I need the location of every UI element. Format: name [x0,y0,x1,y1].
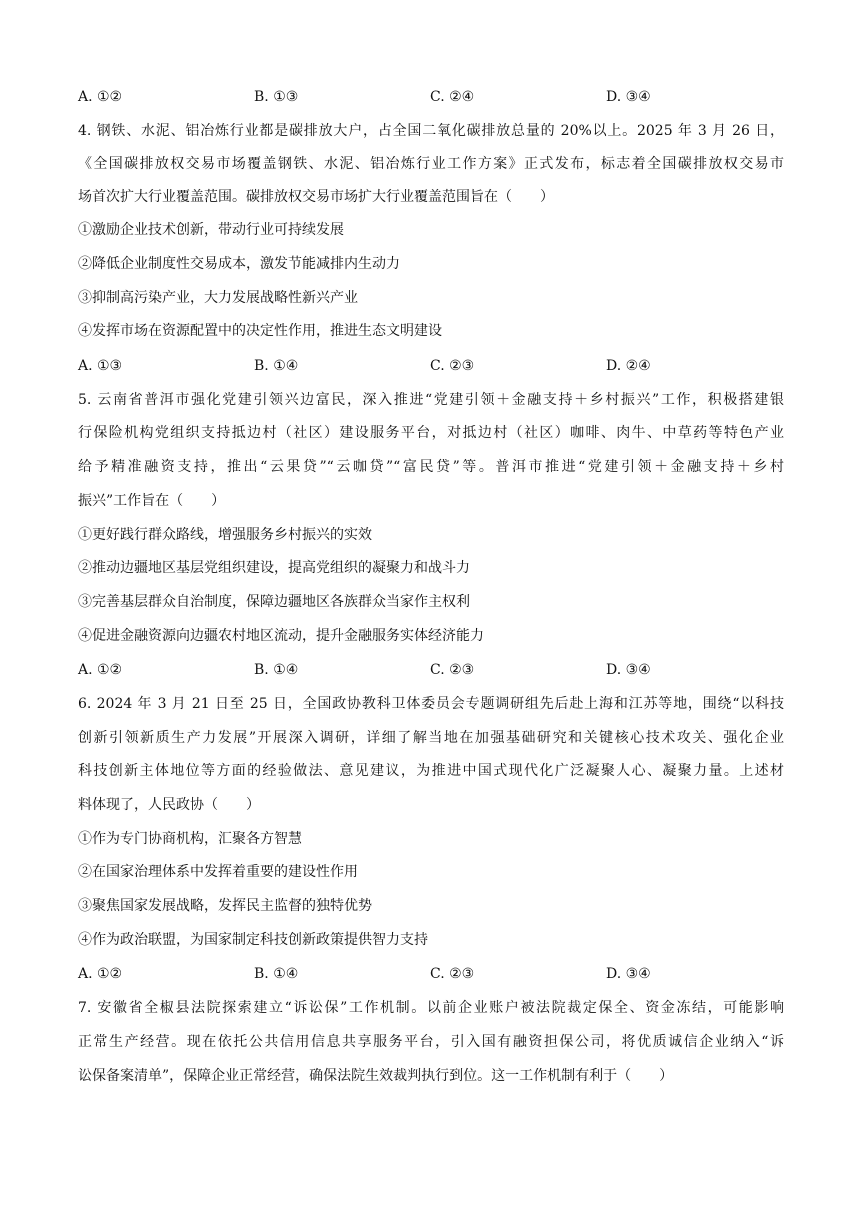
q5-options [0,659,860,681]
q5-statement-1: ①更好践行群众路线，增强服务乡村振兴的实效 [78,527,372,543]
q4-stem-line: 场首次扩大行业覆盖范围。碳排放权交易市场扩大行业覆盖范围旨在（ ） [78,189,554,205]
q5-option-c: C. ②③ [430,662,475,678]
q5-statement-4: ④促进金融资源向边疆农村地区流动，提升金融服务实体经济能力 [78,628,484,644]
q4-stem-line: 4. 钢铁、水泥、铝冶炼行业都是碳排放大户，占全国二氧化碳排放总量的 20%以上。2025 年 3 月 26 日， [78,123,784,139]
q7-stem-line: 7. 安徽省全椒县法院探索建立“诉讼保”工作机制。以前企业账户被法院裁定保全、资金冻结，可能影响 [78,1000,784,1016]
q6-option-b: B. ①④ [254,966,299,982]
q6-stem-line: 料体现了，人民政协（ ） [78,797,260,813]
q6-stem-line: 科技创新主体地位等方面的经验做法、意见建议，为推进中国式现代化广泛凝聚人心、凝聚力量。上述材 [78,763,784,779]
q4-option-b: B. ①④ [254,358,299,374]
q6-statement-3: ③聚焦国家发展战略，发挥民主监督的独特优势 [78,898,372,914]
q6-statement-2: ②在国家治理体系中发挥着重要的建设性作用 [78,864,358,880]
q5-statement-2: ②推动边疆地区基层党组织建设，提高党组织的凝聚力和战斗力 [78,560,470,576]
q3-options [0,86,860,108]
q5-stem-line: 行保险机构党组织支持抵边村（社区）建设服务平台，对抵边村（社区）咖啡、肉牛、中草药等特色产业 [78,425,784,441]
q4-option-d: D. ②④ [606,358,651,374]
q3-option-d: D. ③④ [606,89,651,105]
q6-statement-4: ④作为政治联盟，为国家制定科技创新政策提供智力支持 [78,932,428,948]
q4-options [0,355,860,377]
q4-statement-2: ②降低企业制度性交易成本，激发节能减排内生动力 [78,256,400,272]
q6-option-d: D. ③④ [606,966,651,982]
q5-option-a: A. ①② [78,662,123,678]
q4-option-c: C. ②③ [430,358,475,374]
q6-statement-1: ①作为专门协商机构，汇聚各方智慧 [78,831,302,847]
q4-statement-3: ③抑制高污染产业，大力发展战略性新兴产业 [78,290,358,306]
q7-stem-line: 正常生产经营。现在依托公共信用信息共享服务平台，引入国有融资担保公司，将优质诚信企业纳入“诉 [78,1034,784,1050]
q4-statement-4: ④发挥市场在资源配置中的决定性作用，推进生态文明建设 [78,323,442,339]
q6-options [0,963,860,985]
q5-stem-line: 5. 云南省普洱市强化党建引领兴边富民，深入推进“党建引领＋金融支持＋乡村振兴”工作，积极搭建银 [78,392,784,408]
q4-option-a: A. ①③ [78,358,123,374]
q6-option-c: C. ②③ [430,966,475,982]
q3-option-b: B. ①③ [254,89,299,105]
q4-statement-1: ①激励企业技术创新，带动行业可持续发展 [78,222,344,238]
q6-stem-line: 创新引领新质生产力发展”开展深入调研，详细了解当地在加强基础研究和关键核心技术攻关、强化企业 [78,730,784,746]
q6-stem-line: 6. 2024 年 3 月 21 日至 25 日，全国政协教科卫体委员会专题调研组先后赴上海和江苏等地，围绕“以科技 [78,696,784,712]
q7-stem-line: 讼保备案清单”，保障企业正常经营，确保法院生效裁判执行到位。这一工作机制有利于（ ） [78,1068,674,1084]
q3-option-a: A. ①② [78,89,123,105]
q5-stem-line: 振兴”工作旨在（ ） [78,493,226,509]
q5-option-b: B. ①④ [254,662,299,678]
q5-statement-3: ③完善基层群众自治制度，保障边疆地区各族群众当家作主权利 [78,594,470,610]
q5-stem-line: 给予精准融资支持，推出“云果贷”“云咖贷”“富民贷”等。普洱市推进“党建引领＋金融支持＋乡村 [78,459,784,475]
q3-option-c: C. ②④ [430,89,475,105]
q6-option-a: A. ①② [78,966,123,982]
q5-option-d: D. ③④ [606,662,651,678]
q4-stem-line: 《全国碳排放权交易市场覆盖钢铁、水泥、铝冶炼行业工作方案》正式发布，标志着全国碳排放权交易市 [78,156,784,172]
